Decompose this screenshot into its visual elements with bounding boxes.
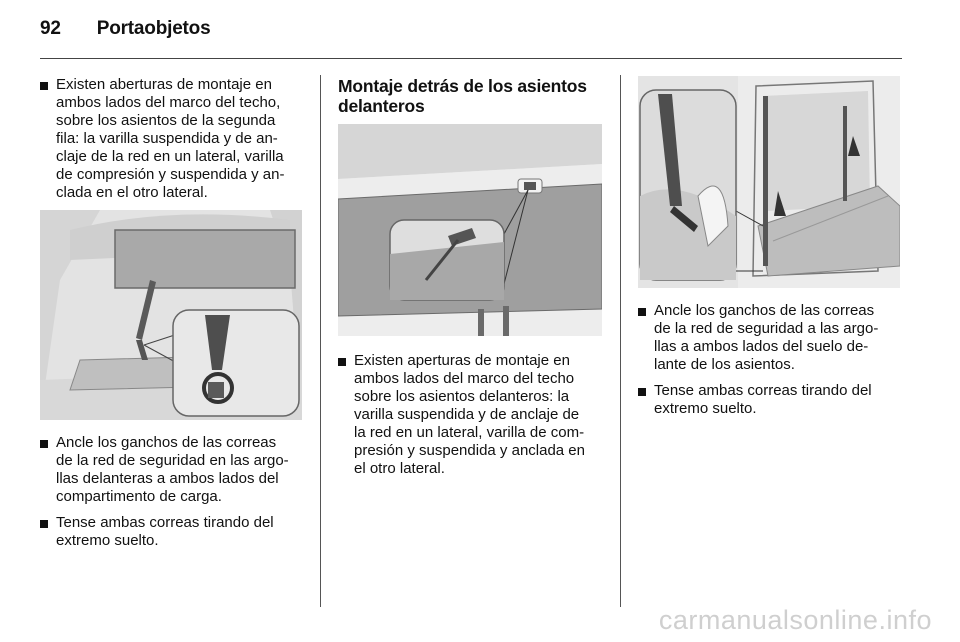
header-divider — [40, 58, 902, 59]
item-line: extremo suelto. — [56, 532, 159, 549]
bullet-icon — [40, 520, 48, 528]
item-line: Tense ambas correas tirando del — [56, 514, 274, 531]
section-title — [338, 76, 604, 116]
item-line: extremo suelto. — [654, 400, 757, 417]
column-1 — [40, 76, 304, 558]
list-item — [638, 302, 900, 374]
item-line: varilla suspendida y de anclaje de — [354, 406, 580, 423]
page-title: Portaobjetos — [96, 18, 211, 39]
item-line: de compresión y suspendida y an- — [56, 166, 285, 183]
item-line: presión y suspendida y anclada en — [354, 442, 585, 459]
watermark: carmanualsonline.info — [658, 605, 932, 635]
illustration-cargo-net-rear — [40, 210, 302, 420]
illustration-floor-anchor — [638, 76, 900, 288]
bullet-icon — [638, 308, 646, 316]
bullet-icon — [338, 358, 346, 366]
item-line: llas delanteras a ambos lados del — [56, 470, 279, 487]
item-line: la red en un lateral, varilla de com- — [354, 424, 585, 441]
list-item — [638, 382, 900, 418]
list-item — [40, 76, 304, 202]
item-line: ambos lados del marco del techo, — [56, 94, 281, 111]
column-divider-2 — [620, 75, 621, 607]
item-line: de la red de seguridad en las argo- — [56, 452, 289, 469]
column-divider-1 — [320, 75, 321, 607]
list-item — [40, 514, 304, 550]
bullet-icon — [40, 440, 48, 448]
item-line: sobre los asientos delanteros: la — [354, 388, 570, 405]
item-line: claje de la red en un lateral, varilla — [56, 148, 284, 165]
bullet-icon — [40, 82, 48, 90]
item-line: clada en el otro lateral. — [56, 184, 208, 201]
item-line: Tense ambas correas tirando del — [654, 382, 872, 399]
column-3 — [638, 76, 900, 426]
section-title-line: Montaje detrás de los asientos — [338, 76, 587, 96]
page-number: 92 — [40, 18, 61, 39]
illustration-roof-mount-front — [338, 124, 602, 336]
item-line: fila: la varilla suspendida y de an- — [56, 130, 278, 147]
item-line: lante de los asientos. — [654, 356, 795, 373]
bullet-icon — [638, 388, 646, 396]
page-header — [40, 18, 210, 40]
item-line: de la red de seguridad a las argo- — [654, 320, 879, 337]
item-line: el otro lateral. — [354, 460, 445, 477]
item-line: llas a ambos lados del suelo de- — [654, 338, 869, 355]
item-line: Existen aberturas de montaje en — [56, 76, 272, 93]
column-2 — [338, 76, 604, 486]
item-line: compartimento de carga. — [56, 488, 222, 505]
item-line: Ancle los ganchos de las correas — [56, 434, 277, 451]
item-line: Ancle los ganchos de las correas — [654, 302, 875, 319]
item-line: ambos lados del marco del techo — [354, 370, 575, 387]
item-line: sobre los asientos de la segunda — [56, 112, 276, 129]
item-line: Existen aperturas de montaje en — [354, 352, 570, 369]
list-item — [338, 352, 604, 478]
list-item — [40, 434, 304, 506]
section-title-line: delanteros — [338, 96, 425, 116]
